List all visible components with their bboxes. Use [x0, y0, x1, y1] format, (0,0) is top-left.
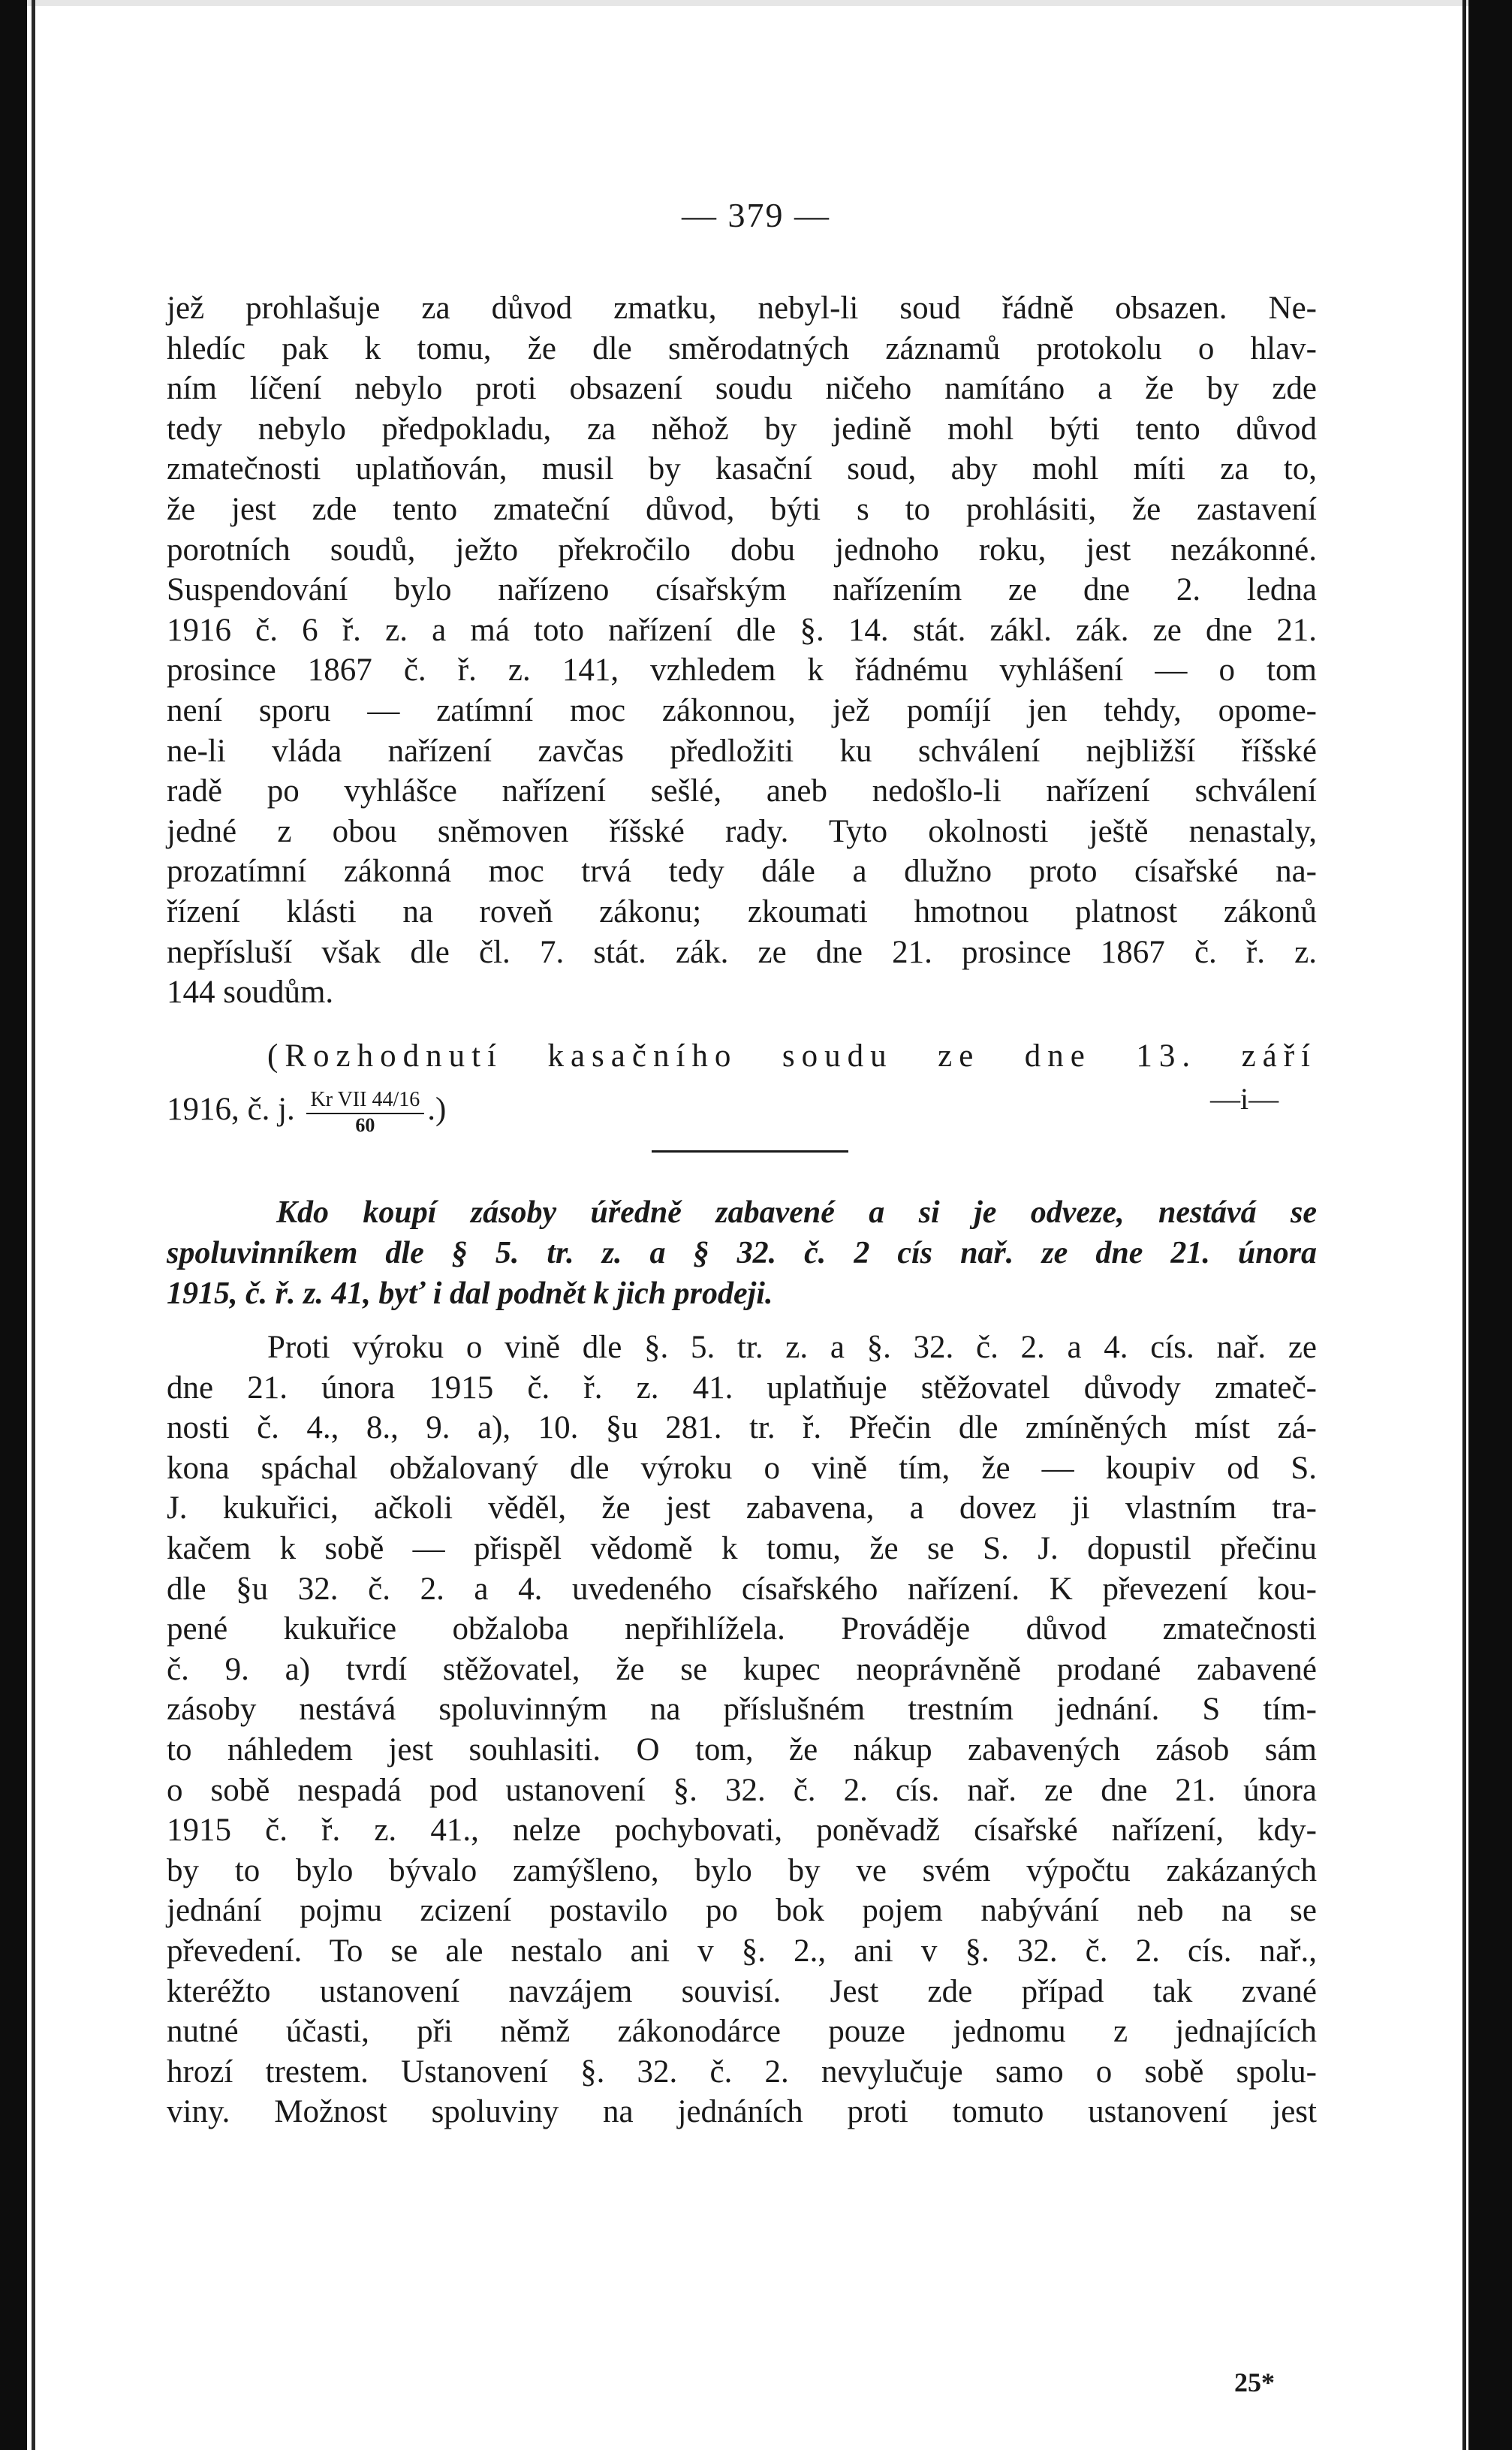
- fraction-denominator: 60: [355, 1114, 375, 1136]
- text-line: 1915 č. ř. z. 41., nelze pochybovati, poněvadž císařské nařízení, kdy-: [167, 1813, 1317, 1849]
- text-line: zmatečnosti uplatňován, musil by kasační soud, aby mohl míti za to,: [167, 451, 1317, 487]
- headnote-line: Kdo koupí zásoby úředně zabavené a si je odveze, nestává se: [276, 1195, 1317, 1230]
- text-line: hledíc pak k tomu, že dle směrodatných záznamů protokolu o hlav-: [167, 330, 1317, 366]
- text-line: 144 soudům.: [167, 975, 334, 1011]
- text-line: řízení klásti na roveň zákonu; zkoumati hmotnou platnost zákonů: [167, 894, 1317, 930]
- text-line: hrozí trestem. Ustanovení §. 32. č. 2. nevylučuje samo o sobě spolu-: [167, 2054, 1317, 2090]
- text-line: jež prohlašuje za důvod zmatku, nebyl-li soud řádně obsazen. Ne-: [167, 291, 1317, 326]
- text-line: kona spáchal obžalovaný dle výroku o vině tím, že — koupiv od S.: [167, 1450, 1317, 1486]
- text-line: Proti výroku o vině dle §. 5. tr. z. a §. 32. č. 2. a 4. cís. nař. ze: [267, 1330, 1317, 1365]
- text-line: J. kukuřici, ačkoli věděl, že jest zabavena, a dovez ji vlastním tra-: [167, 1490, 1317, 1526]
- scan-left-line: [32, 0, 35, 2450]
- text-line: dle §u 32. č. 2. a 4. uvedeného císařského nařízení. K převezení kou-: [167, 1571, 1317, 1607]
- headnote-line: 1915, č. ř. z. 41, byť i dal podnět k jich prodeji.: [167, 1276, 773, 1311]
- text-line: tedy nebylo předpokladu, za něhož by jedině mohl býti tento důvod: [167, 411, 1317, 447]
- section-divider: [652, 1150, 848, 1153]
- text-line: že jest zde tento zmateční důvod, býti s to prohlásiti, že zastavení: [167, 491, 1317, 527]
- text-line: kteréžto ustanovení navzájem souvisí. Jest zde případ tak zvané: [167, 1973, 1317, 2009]
- fraction-numerator: Kr VII 44/16: [306, 1087, 425, 1114]
- scan-right-edge: [1468, 0, 1512, 2450]
- text-line: zásoby nestává spoluvinným na příslušném trestním jednání. S tím-: [167, 1692, 1317, 1728]
- page-number: — 379 —: [682, 196, 830, 234]
- text-line: jedné z obou sněmoven říšské rady. Tyto okolnosti ještě nenastaly,: [167, 813, 1317, 849]
- text-line: nosti č. 4., 8., 9. a), 10. §u 281. tr. ř. Přečin dle zmíněných míst zá-: [167, 1410, 1317, 1446]
- text-line: č. 9. a) tvrdí stěžovatel, že se kupec neoprávněně prodané zabavené: [167, 1651, 1317, 1687]
- scan-left-edge: [0, 0, 27, 2450]
- text-line: to náhledem jest souhlasiti. O tom, že nákup zabavených zásob sám: [167, 1731, 1317, 1767]
- decision-reference: [167, 1087, 1317, 1137]
- text-line: není sporu — zatímní moc zákonnou, jež pomíjí jen tehdy, opome-: [167, 692, 1317, 728]
- text-line: viny. Možnost spoluviny na jednáních proti tomuto ustanovení jest: [167, 2094, 1317, 2130]
- headnote-line: spoluvinníkem dle § 5. tr. z. a § 32. č. 2 cís nař. ze dne 21. února: [167, 1236, 1317, 1270]
- scan-right-line: [1462, 0, 1466, 2450]
- text-line: radě po vyhlášce nařízení sešlé, aneb nedošlo-li nařízení schválení: [167, 773, 1317, 809]
- text-line: prosince 1867 č. ř. z. 141, vzhledem k řádnému vyhlášení — o tom: [167, 652, 1317, 689]
- decision-close: .): [427, 1091, 447, 1127]
- sheet-signature: 25*: [1234, 2367, 1275, 2397]
- text-line: 1916 č. 6 ř. z. a má toto nařízení dle §. 14. stát. zákl. zák. ze dne 21.: [167, 612, 1317, 648]
- text-line: ne-li vláda nařízení zavčas předložiti ku schválení nejbližší říšské: [167, 733, 1317, 769]
- decision-year: 1916, č. j.: [167, 1091, 295, 1127]
- paragraph-1: [167, 288, 1317, 1013]
- paragraph-2: [167, 1327, 1317, 2132]
- text-line: převedení. To se ale nestalo ani v §. 2., ani v §. 32. č. 2. cís. nař.,: [167, 1933, 1317, 1969]
- text-line: porotních soudů, ježto překročilo dobu jednoho roku, jest nezákonné.: [167, 532, 1317, 568]
- text-line: prozatímní zákonná moc trvá tedy dále a dlužno proto císařské na-: [167, 854, 1317, 890]
- text-line: nepřísluší však dle čl. 7. stát. zák. ze dne 21. prosince 1867 č. ř. z.: [167, 934, 1317, 970]
- text-line: dne 21. února 1915 č. ř. z. 41. uplatňuje stěžovatel důvody zmateč-: [167, 1370, 1317, 1406]
- text-line: nutné účasti, při němž zákonodárce pouze jednomu z jednajících: [167, 2014, 1317, 2050]
- headnote: [167, 1192, 1317, 1314]
- text-line: pené kukuřice obžaloba nepřihlížela. Prováděje důvod zmatečnosti: [167, 1611, 1317, 1647]
- case-number-fraction: [306, 1087, 425, 1137]
- text-line: ním líčení nebylo proti obsazení soudu ničeho namítáno a že by zde: [167, 371, 1317, 407]
- text-line: jednání pojmu zcizení postavilo po bok pojem nabývání neb na se: [167, 1893, 1317, 1929]
- scan-top-edge: [27, 0, 1468, 6]
- author-signature: —i—: [1210, 1082, 1279, 1116]
- text-line: kačem k sobě — přispěl vědomě k tomu, že se S. J. dopustil přečinu: [167, 1530, 1317, 1566]
- text-line: Suspendování bylo nařízeno císařským nařízením ze dne 2. ledna: [167, 572, 1317, 608]
- text-line: by to bylo bývalo zamýšleno, bylo by ve svém výpočtu zakázaných: [167, 1852, 1317, 1888]
- decision-citation: (Rozhodnutí kasačního soudu ze dne 13. září: [267, 1038, 1317, 1074]
- text-line: o sobě nespadá pod ustanovení §. 32. č. 2. cís. nař. ze dne 21. února: [167, 1772, 1317, 1808]
